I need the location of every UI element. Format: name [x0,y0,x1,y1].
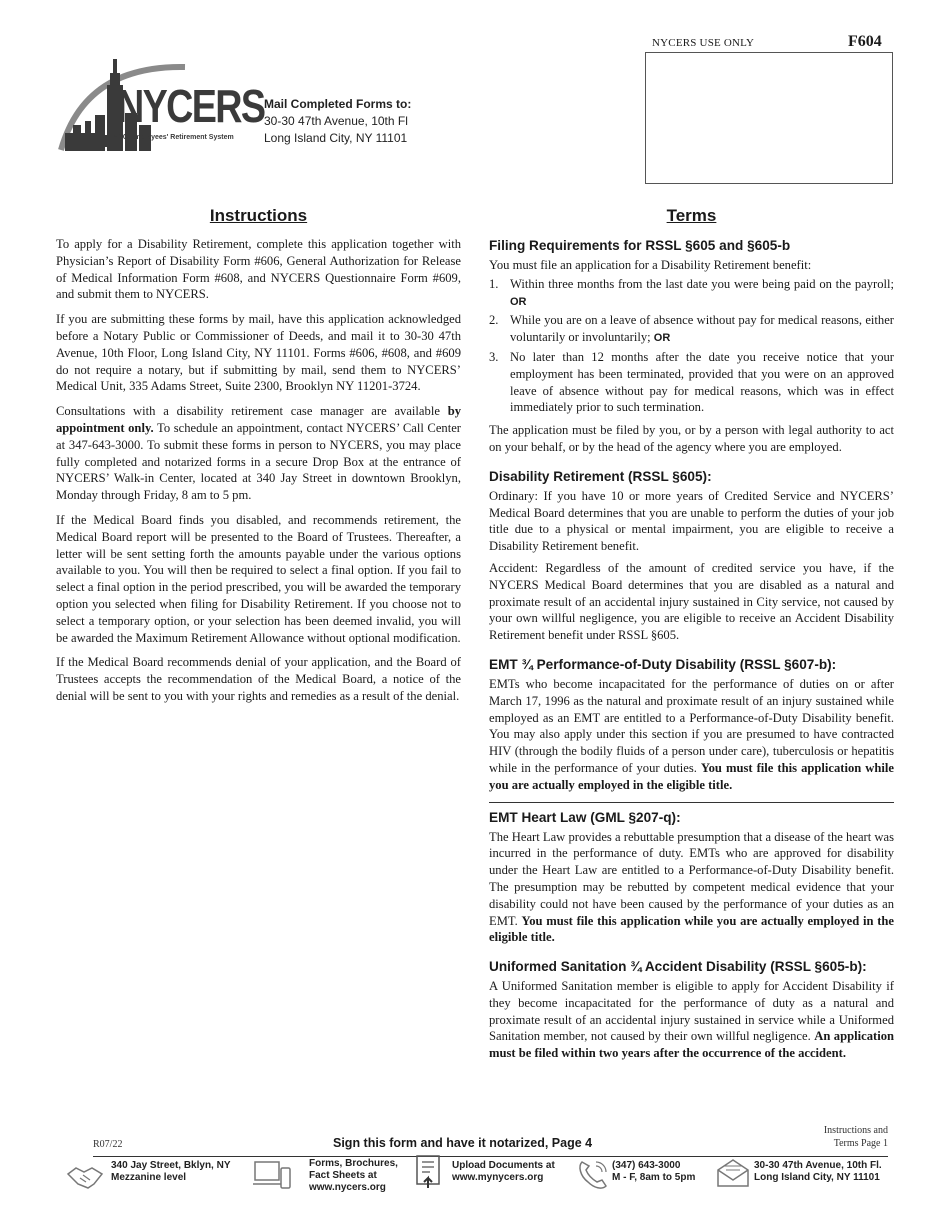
sign-note: Sign this form and have it notarized, Page 4 [333,1136,593,1150]
walkin-line: 340 Jay Street, Bklyn, NY [111,1160,231,1171]
instructions-paragraph: To apply for a Disability Retirement, complete this application together with Physician’s Report of Disability Form #606, General Authorization for Release of Medical Information Form #608, and NYCERS Questionnaire Form #609, and submit them to NYCERS. [56,237,461,302]
mail-line: 30-30 47th Avenue, 10th Fl. [754,1160,882,1171]
instructions-paragraph: If you are submitting these forms by mail, have this application acknowledged before a Notary Public or Commissioner of Deeds, and mail it to 30-30 47th Avenue, 10th Floor, Long Island City, NY 11101. Forms #606, #608, and #609 do not require a notary, but if submitting by mail, send them to NYCERS’ Medical Unit, 335 Adams Street, Suite 2300, Brooklyn NY 11201-3724. [56,312,461,394]
terms-column [489,237,894,1067]
forms-item [253,1158,398,1197]
list-text: While you are on a leave of absence without pay for medical reasons, either voluntarily or involuntarily; [510,313,894,345]
accident-paragraph: Accident: Regardless of the amount of credited service you have, if the NYCERS Medical Board determines that you are disabled as a natural and proximate result of an accidental injury sustained in City service, not caused by your own willful negligence, you are eligible to receive an Accident Disability Retirement benefit under RSSL §605. [489,560,894,643]
list-item [489,349,894,416]
instructions-paragraph [56,403,461,504]
or-label: OR [653,332,671,345]
list-item [489,312,894,347]
section-divider [489,802,894,803]
mail-envelope-icon [714,1156,752,1190]
phone-number[interactable]: (347) 643-3000 [612,1160,681,1171]
heart-law-paragraph [489,829,894,947]
disability-retirement-title: Disability Retirement (RSSL §605): [489,468,712,484]
logo-wordmark: NYCERS [117,80,265,132]
list-number: 2. [489,313,499,328]
mail-line: Long Island City, NY 11101 [754,1172,880,1183]
bold-text: You must file this application while you are actually employed in the eligible title. [489,913,894,945]
text-run: To schedule an appointment, contact NYCERS’ Call Center at 347-643-3000. To submit these forms in person to NYCERS, you may place fully completed and notarized forms in a secure Drop Box at the entrance of NYCERS’ Walk-in Center, located at 340 Jay Street in downtown Brooklyn, Monday through Friday, 8 am to 5 pm. [56,420,462,503]
sanitation-paragraph [489,978,894,1062]
mail-line-1: 30-30 47th Avenue, 10th Fl [264,114,408,128]
forms-link[interactable]: www.nycers.org [309,1182,386,1193]
walkin-line: Mezzanine level [111,1172,187,1183]
page-label-line: Instructions and [823,1125,888,1136]
filing-requirements-title: Filing Requirements for RSSL §605 and §605-b [489,238,791,253]
upload-line: Upload Documents at [452,1160,555,1171]
upload-link[interactable]: www.mynycers.org [452,1172,544,1183]
logo-subtext: NYC Employees' Retirement System [113,134,234,141]
text-run: The Heart Law provides a rebuttable presumption that a disease of the heart was incurred in the performance of duty. EMTs who are approved for disability under the Heart Law are entitled to a Performance-of-Duty Disability benefit. The presumption may be rebutted by competent medical evidence that your disability could not have been caused by the performance of your duties as an EMT. [489,829,894,928]
forms-line: Forms, Brochures, [309,1158,398,1169]
phone-item [574,1158,696,1197]
nycers-logo [55,55,265,155]
list-number: 3. [489,349,499,364]
list-number: 1. [489,276,499,291]
mail-item [714,1156,882,1195]
list-text: Within three months from the last date you were being paid on the payroll; [510,276,894,291]
mail-address-block [264,96,411,147]
walkin-center-item [66,1160,231,1199]
list-text: No later than 12 months after the date you receive notice that your employment has been terminated, provided that you were on an approved leave of absence without pay for medical reasons, which was in effect immediately prior to such termination. [510,349,894,415]
text-run: Consultations with a disability retirement case manager are available [56,404,448,419]
filing-intro: You must file an application for a Disability Retirement benefit: [489,258,812,272]
devices-icon [253,1158,291,1192]
instructions-paragraph: If the Medical Board finds you disabled, and recommends retirement, the Medical Board report will be presented to the Board of Trustees. Thereafter, a letter will be sent setting forth the amounts payable under the various options available to you. You will then be required to select a final option. If you fail to select a final option in the period prescribed, you will be awarded the temporary option you selected when filing for Disability Retirement. If you choose not to select a temporary option, or your selection has been deemed invalid, you will be awarded the Maximum Retirement Allowance without optional modification. [56,512,461,645]
or-label: OR [510,295,527,308]
handshake-icon [66,1160,104,1194]
instructions-heading: Instructions [209,206,308,225]
filing-list [489,276,894,416]
form-code: F604 [848,33,882,50]
list-item [489,276,894,311]
instructions-column [56,236,461,713]
page-label [800,1124,888,1150]
forms-line: Fact Sheets at [309,1170,377,1181]
upload-documents-icon [414,1154,452,1188]
bold-text: An application must be filed within two years after the occurrence of the accident. [489,1029,894,1061]
text-run: A Uniformed Sanitation member is eligible to apply for Accident Disability if they become incapacitated for the performance of duty as a natural and proximate result of an accidental injury sustained in service while a Uniformed Sanitation member, not caused by their own willful negligence. [489,979,894,1044]
filing-note: The application must be filed by you, or by a person with legal authority to act on your behalf, or by the head of the agency where you are employed. [489,423,894,454]
instructions-paragraph: If the Medical Board recommends denial of your application, and the Board of Trustees accepts the recommendation of the Medical Board, a notice of the denial will be sent to you with your rights and remedies as a result of the denial. [56,655,461,703]
emt-paragraph [489,676,894,794]
mail-title: Mail Completed Forms to: [264,97,412,111]
revision-code: R07/22 [93,1139,123,1150]
upload-item [414,1154,555,1193]
mail-line-2: Long Island City, NY 11101 [264,131,408,145]
bold-text: by appointment only. [56,404,461,435]
use-only-label: NYCERS USE ONLY [652,37,755,49]
text-run: EMTs who become incapacitated for the performance of duties on or after March 17, 1996 as the natural and proximate result of an injury sustained while employed as an EMT are entitled to a Performance-of-Duty Disability benefit. You may also apply under this section if you are presumed to have contracted HIV (through the bodily fluids of a person under care), tuberculosis or hepatitis while in the performance of your duties. [489,676,894,775]
phone-hours: M - F, 8am to 5pm [612,1172,696,1183]
heart-law-title: EMT Heart Law (GML §207-q): [489,809,681,825]
bold-text: You must file this application while you are actually employed in the eligible title. [489,760,894,792]
sanitation-title: Uniformed Sanitation ¾ Accident Disability (RSSL §605-b): [489,959,867,975]
emt-title: EMT ¾ Performance-of-Duty Disability (RSSL §607-b): [489,656,837,672]
phone-icon [574,1158,612,1192]
terms-heading: Terms [666,206,717,225]
page-label-line: Terms Page 1 [833,1138,888,1149]
use-only-box [645,52,893,184]
ordinary-paragraph: Ordinary: If you have 10 or more years of Credited Service and NYCERS’ Medical Board determines that you are unable to perform the duties of your job title due to a physical or mental impairment, you are eligible to receive a Disability Retirement benefit. [489,488,894,554]
footer-divider [93,1156,888,1157]
